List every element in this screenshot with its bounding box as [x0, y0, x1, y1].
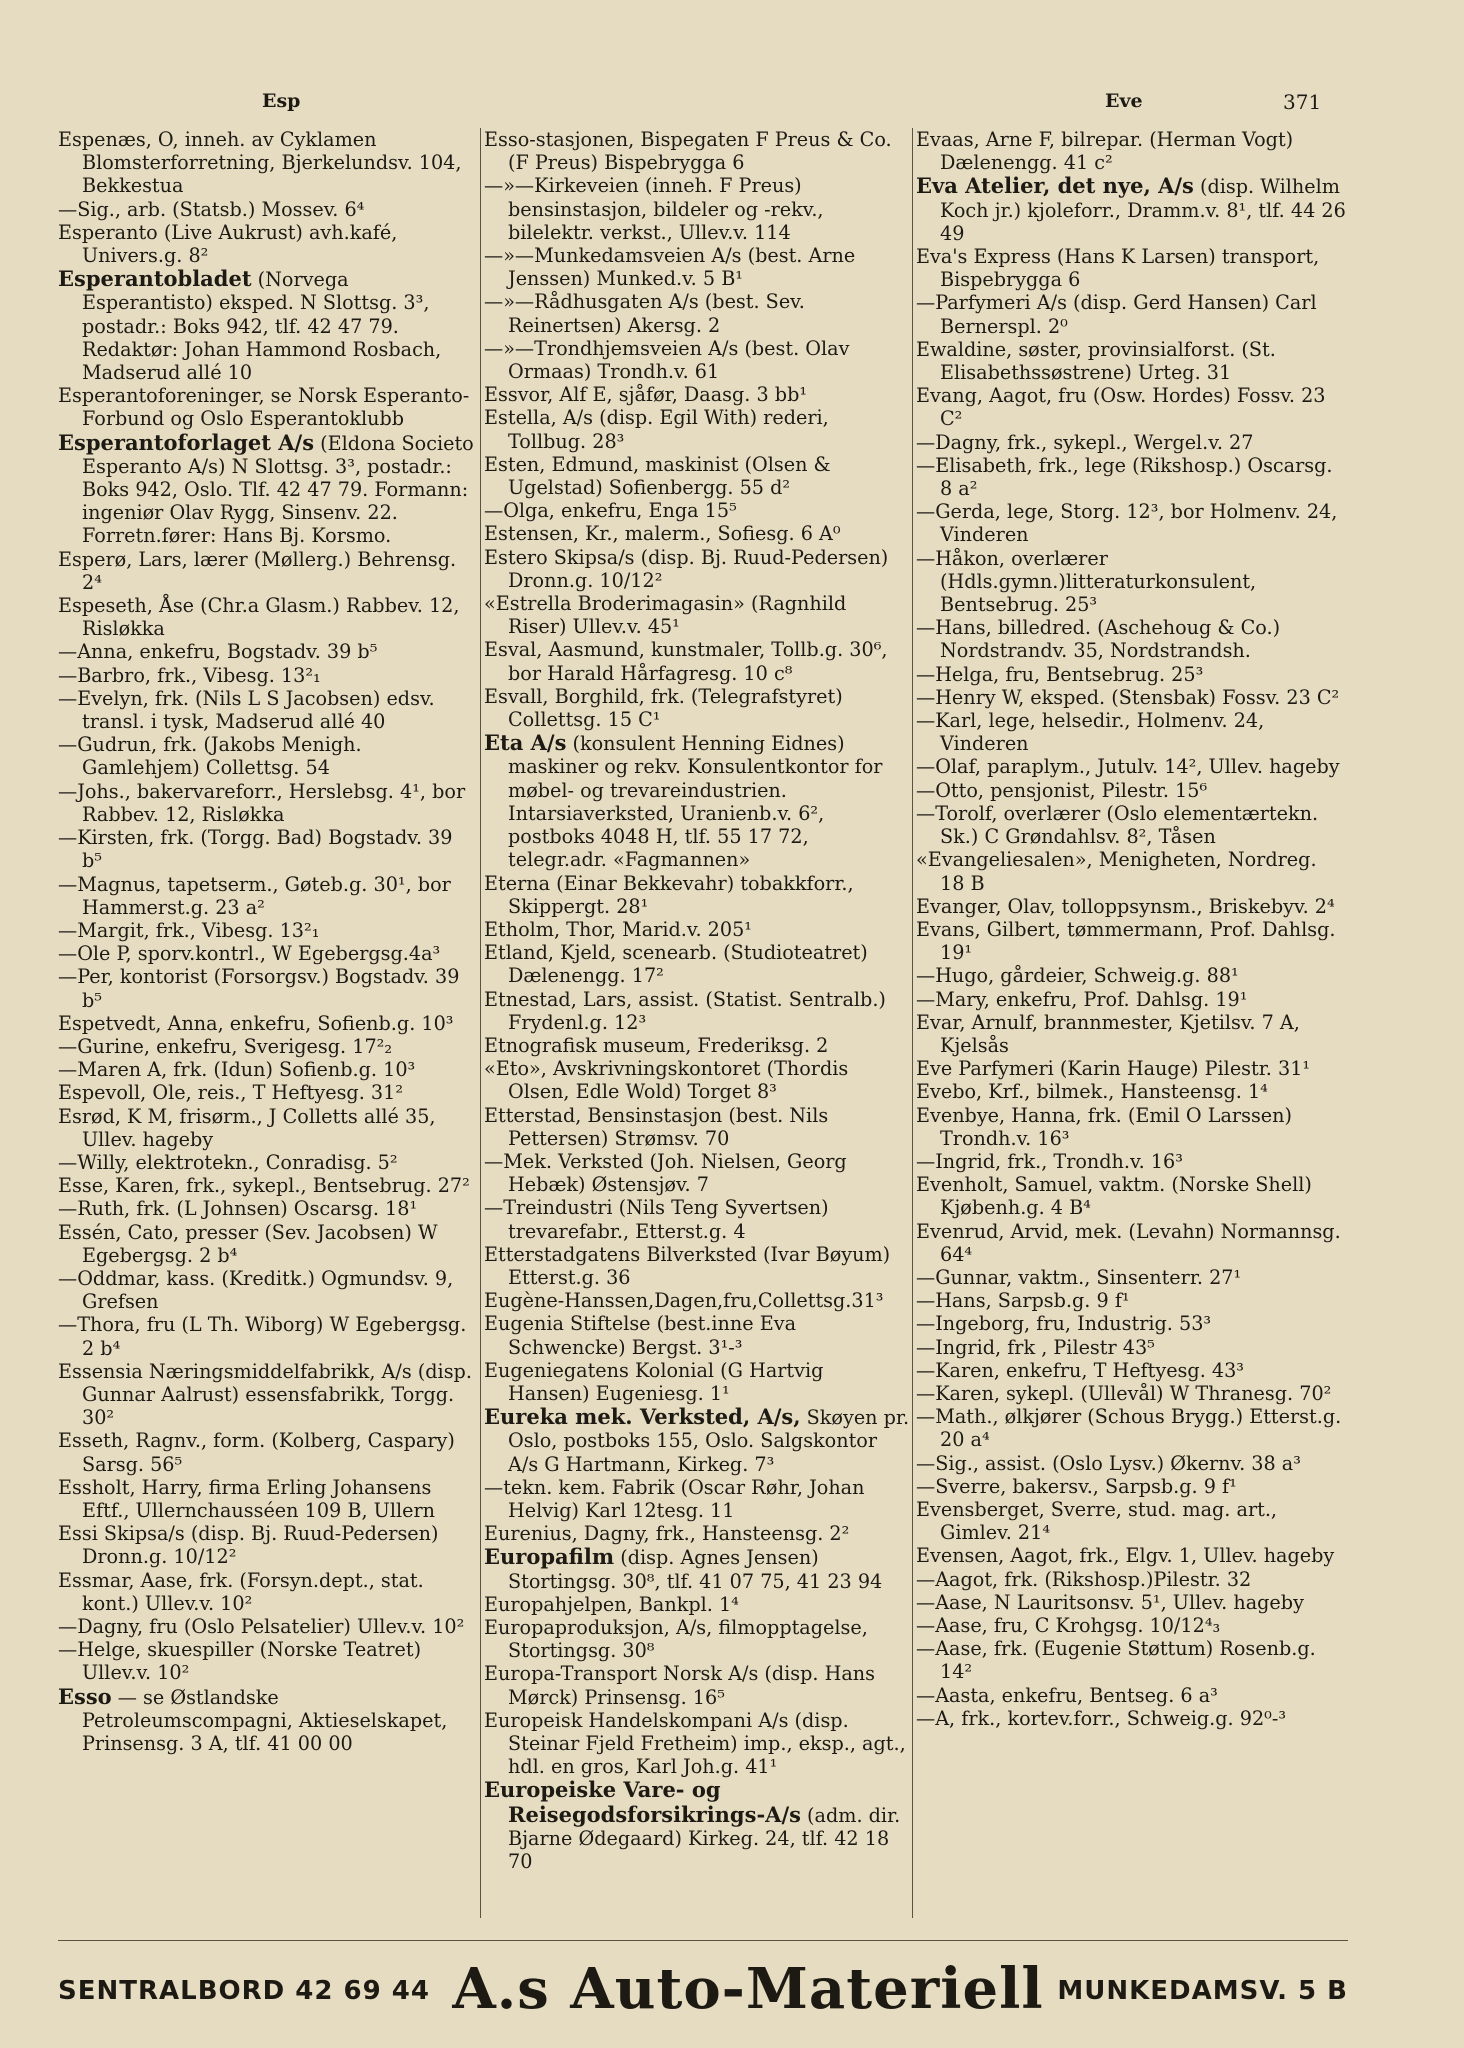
- entry-text: —Magnus, tapetserm., Gøteb.g. 30¹, bor Hammerst.g. 23 a²: [58, 872, 451, 919]
- entry-text: Skøyen pr. Oslo, postboks 155, Oslo. Salgskontor A/s G Hartmann, Kirkeg. 7³: [508, 1406, 910, 1476]
- entry-text: —»—Trondhjemsveien A/s (best. Olav Ormaas) Trondh.v. 61: [484, 336, 850, 384]
- entry-text: Eva's Express (Hans K Larsen) transport, Bispebrygga 6: [916, 245, 1320, 292]
- entry-text: Evebo, Krf., bilmek., Hansteensg. 1⁴: [916, 1080, 1268, 1104]
- directory-entry: [58, 1638, 478, 1684]
- entry-text: —Math., ølkjører (Schous Brygg.) Etterst.g. 20 a⁴: [916, 1405, 1342, 1452]
- directory-entry: [484, 546, 910, 592]
- entry-text: Espenæs, O, inneh. av Cyklamen Blomsterforretning, Bjerkelundsv. 104, Bekkestua: [58, 128, 462, 198]
- entry-text: —Karl, lege, helsedir., Holmenv. 24, Vinderen: [916, 709, 1265, 756]
- directory-entry: [58, 431, 478, 548]
- directory-entry: [916, 1707, 1346, 1730]
- entry-text: Essmar, Aase, frk. (Forsyn.dept., stat. kont.) Ullev.v. 10²: [58, 1568, 424, 1615]
- entry-text: Evenbye, Hanna, frk. (Emil O Larssen) Trondh.v. 16³: [916, 1103, 1292, 1150]
- directory-entry: [916, 1382, 1346, 1405]
- directory-entry: [58, 1035, 478, 1058]
- entry-text: (disp. Wilhelm Koch jr.) kjoleforr., Dramm.v. 8¹, tlf. 44 26 49: [940, 175, 1346, 245]
- directory-entry: [58, 640, 478, 663]
- entry-text: Eugenia Stiftelse (best.inne Eva Schwencke) Bergst. 3¹-³: [484, 1312, 797, 1359]
- entry-text: «Estrella Broderimagasin» (Ragnhild Riser) Ullev.v. 45¹: [484, 592, 847, 639]
- header-guide-word-right: Eve: [1105, 90, 1143, 112]
- entry-text: Europaproduksjon, A/s, filmopptagelse, Stortingsg. 30⁸: [484, 1616, 868, 1663]
- entry-text: Esvall, Borghild, frk. (Telegrafstyret) Collettsg. 15 C¹: [484, 684, 843, 732]
- directory-entry: [916, 1475, 1346, 1498]
- directory-entry: [484, 731, 910, 871]
- directory-entry: [484, 918, 910, 941]
- directory-entry: [484, 988, 910, 1034]
- entry-text: —Hans, billedred. (Aschehoug & Co.) Nordstrandv. 35, Nordstrandsh.: [916, 616, 1281, 663]
- directory-entry: [484, 1312, 910, 1358]
- directory-entry: [58, 1151, 478, 1174]
- directory-entry: [916, 1173, 1346, 1219]
- directory-entry: [58, 1081, 478, 1104]
- entry-text: Esperø, Lars, lærer (Møllerg.) Behrensg. 2⁴: [58, 547, 457, 594]
- entry-text: —Aasta, enkefru, Bentseg. 6 a³: [916, 1683, 1218, 1707]
- directory-entry: [916, 663, 1346, 686]
- entry-text: —Helge, skuespiller (Norske Teatret) Ullev.v. 10²: [58, 1638, 422, 1685]
- directory-entry: [916, 500, 1346, 546]
- directory-entry: [58, 1313, 478, 1359]
- directory-entry: [484, 1150, 910, 1196]
- directory-entry: [484, 1289, 910, 1312]
- entry-heading: Eta A/s: [484, 730, 567, 756]
- directory-entry: [484, 174, 910, 244]
- entry-text: Eve Parfymeri (Karin Hauge) Pilestr. 31¹: [916, 1057, 1311, 1081]
- entry-heading: Eureka mek. Verksted, A/s,: [484, 1404, 801, 1430]
- entry-text: —Treindustri (Nils Teng Syvertsen) trevarefabr., Etterst.g. 4: [484, 1196, 829, 1243]
- entry-text: Etterstadgatens Bilverksted (Ivar Bøyum) Etterst.g. 36: [484, 1242, 891, 1289]
- directory-entry: [916, 895, 1346, 918]
- header-guide-word-left: Esp: [262, 90, 301, 112]
- directory-entry: [58, 1197, 478, 1220]
- entry-text: (adm. dir. Bjarne Ødegaard) Kirkeg. 24, tlf. 42 18 70: [508, 1803, 901, 1874]
- entry-heading: Eva Atelier, det nye, A/s: [916, 173, 1194, 199]
- directory-entry: [484, 1545, 910, 1592]
- column-2: [484, 128, 910, 1930]
- directory-entry: [916, 1220, 1346, 1266]
- entry-text: —Elisabeth, frk., lege (Rikshosp.) Oscarsg. 8 a²: [916, 453, 1333, 501]
- entry-text: —Ole P, sporv.kontrl., W Egebergsg.4a³: [58, 942, 441, 966]
- advertisement-banner: [58, 1952, 1348, 2026]
- directory-entry: [58, 1360, 478, 1430]
- entry-text: —Dagny, frk., sykepl., Wergel.v. 27: [916, 430, 1254, 454]
- directory-entry: [484, 685, 910, 731]
- entry-text: (disp. Agnes Jensen) Stortingsg. 30⁸, tlf. 41 07 75, 41 23 94: [508, 1546, 883, 1593]
- entry-text: —tekn. kem. Fabrik (Oscar Røhr, Johan Helvig) Karl 12tesg. 11: [484, 1475, 865, 1522]
- entry-text: «Evangeliesalen», Menigheten, Nordreg. 18 B: [916, 848, 1317, 895]
- entry-text: Essensia Næringsmiddelfabrikk, A/s (disp. Gunnar Aalrust) essensfabrikk, Torgg. 30²: [58, 1359, 472, 1430]
- entry-text: —Margit, frk., Vibesg. 13²₁: [58, 918, 320, 942]
- directory-entry: [916, 802, 1346, 848]
- directory-entry: [916, 1544, 1346, 1567]
- directory-entry: [58, 384, 478, 430]
- directory-entry: [916, 1684, 1346, 1707]
- directory-entry: [916, 245, 1346, 291]
- entry-text: Espevoll, Ole, reis., T Heftyesg. 31²: [58, 1081, 404, 1105]
- directory-entry: [58, 1221, 478, 1267]
- entry-text: —Sig., arb. (Statsb.) Mossev. 6⁴: [58, 197, 365, 221]
- entry-text: —Gudrun, frk. (Jakobs Menigh. Gamlehjem) Collettsg. 54: [58, 733, 362, 780]
- directory-entry: [484, 1778, 910, 1873]
- directory-entry: [484, 290, 910, 336]
- directory-entry: [484, 499, 910, 522]
- directory-entry: [58, 1058, 478, 1081]
- directory-entry: [484, 1593, 910, 1616]
- entry-text: —»—Munkedamsveien A/s (best. Arne Jenssen) Munked.v. 5 B¹: [484, 244, 856, 291]
- entry-text: Etnografisk museum, Frederiksg. 2: [484, 1033, 829, 1057]
- ad-address-text: MUNKEDAMSV. 5 B: [1057, 1976, 1348, 2006]
- directory-entry: [58, 1174, 478, 1197]
- column-divider: [912, 128, 913, 1918]
- entry-text: —Henry W, eksped. (Stensbak) Fossv. 23 C²: [916, 685, 1340, 709]
- entry-text: —Aase, N Lauritsonsv. 5¹, Ullev. hageby: [916, 1590, 1304, 1614]
- directory-entry: [58, 919, 478, 942]
- entry-text: Esse, Karen, frk., sykepl., Bentsebrug. 27²: [58, 1174, 470, 1198]
- directory-entry: [916, 1011, 1346, 1057]
- entry-text: —Olaf, paraplym., Jutulv. 14², Ullev. hageby: [916, 755, 1340, 779]
- entry-text: (konsulent Henning Eidnes) maskiner og rekv. Konsulentkontor for møbel- og trevareindustrien. Intarsiaverksted, Uranienb.v. 6², postboks 4048 H, tlf. 55 17 72, telegr.adr. «Fagmannen»: [508, 732, 883, 872]
- entry-text: —Maren A, frk. (Idun) Sofienb.g. 10³: [58, 1058, 416, 1082]
- entry-text: —Ingrid, frk , Pilestr 43⁵: [916, 1335, 1155, 1359]
- entry-text: —Otto, pensjonist, Pilestr. 15⁶: [916, 778, 1208, 802]
- entry-text: Essi Skipsa/s (disp. Bj. Ruud-Pedersen) Dronn.g. 10/12²: [58, 1522, 439, 1569]
- entry-text: Etland, Kjeld, scenearb. (Studioteatret) Dælenengg. 17²: [484, 941, 868, 988]
- directory-entry: [484, 383, 910, 406]
- entry-text: «Eto», Avskrivningskontoret (Thordis Olsen, Edle Wold) Torget 8³: [484, 1057, 849, 1104]
- directory-entry: [484, 638, 910, 684]
- directory-entry: [484, 522, 910, 545]
- entry-text: Essén, Cato, presser (Sev. Jacobsen) W Egebergsg. 2 b⁴: [58, 1220, 438, 1267]
- entry-text: Esperanto (Live Aukrust) avh.kafé, Univers.g. 8²: [58, 220, 398, 268]
- directory-entry: [916, 1568, 1346, 1591]
- directory-entry: [484, 406, 910, 452]
- directory-entry: [58, 1685, 478, 1756]
- entry-text: Evenrud, Arvid, mek. (Levahn) Normannsg. 64⁴: [916, 1219, 1341, 1266]
- directory-entry: [484, 453, 910, 499]
- directory-entry: [916, 1057, 1346, 1080]
- entry-text: —Olga, enkefru, Enga 15⁵: [484, 499, 737, 523]
- directory-entry: [484, 1662, 910, 1708]
- directory-entry: [916, 1452, 1346, 1475]
- directory-entry: [916, 755, 1346, 778]
- entry-text: —Kirsten, frk. (Torgg. Bad) Bogstadv. 39 b⁵: [58, 826, 453, 873]
- directory-entry: [484, 1359, 910, 1405]
- directory-entry: [58, 1569, 478, 1615]
- directory-entry: [58, 687, 478, 733]
- ad-phone-text: SENTRALBORD 42 69 44: [58, 1976, 430, 2006]
- entry-text: Esval, Aasmund, kunstmaler, Tollb.g. 30⁶, bor Harald Hårfagresg. 10 c⁸: [484, 638, 888, 685]
- directory-entry: [916, 1614, 1346, 1637]
- entry-text: Europa-Transport Norsk A/s (disp. Hans Mørck) Prinsensg. 16⁵: [484, 1662, 876, 1709]
- directory-entry: [58, 1522, 478, 1568]
- entry-text: Etterstad, Bensinstasjon (best. Nils Pettersen) Strømsv. 70: [484, 1103, 829, 1150]
- entry-heading: Esperantoforlaget A/s: [58, 429, 315, 455]
- directory-entry: [916, 988, 1346, 1011]
- directory-entry: [916, 964, 1346, 987]
- entry-text: —Parfymeri A/s (disp. Gerd Hansen) Carl Bernerspl. 2⁰: [916, 291, 1317, 338]
- entry-text: Evensberget, Sverre, stud. mag. art., Gimlev. 21⁴: [916, 1497, 1278, 1545]
- entry-text: Eurenius, Dagny, frk., Hansteensg. 2²: [484, 1522, 850, 1546]
- entry-text: (Norvega Esperantisto) eksped. N Slottsg. 3³, postadr.: Boks 942, tlf. 42 47 79. Redaktør: Johan Hammond Rosbach, Madserud allé 10: [82, 268, 442, 385]
- entry-text: —Mek. Verksted (Joh. Nielsen, Georg Hebæk) Østensjøv. 7: [484, 1149, 847, 1197]
- entry-text: —Ingeborg, fru, Industrig. 53³: [916, 1312, 1212, 1336]
- entry-text: —»—Rådhusgaten A/s (best. Sev. Reinertsen) Akersg. 2: [484, 290, 805, 337]
- directory-entry: [58, 780, 478, 826]
- directory-entry: [916, 616, 1346, 662]
- entry-text: —Karen, enkefru, T Heftyesg. 43³: [916, 1358, 1244, 1382]
- directory-entry: [484, 1405, 910, 1476]
- directory-entry: [58, 1012, 478, 1035]
- directory-entry: [58, 1105, 478, 1151]
- entry-text: Estero Skipsa/s (disp. Bj. Ruud-Pedersen) Dronn.g. 10/12²: [484, 545, 889, 592]
- directory-entry: [916, 918, 1346, 964]
- entry-text: —Evelyn, frk. (Nils L S Jacobsen) edsv. transl. i tysk, Madserud allé 40: [58, 686, 435, 734]
- directory-entry: [916, 1266, 1346, 1289]
- directory-entry: [58, 733, 478, 779]
- directory-entry: [484, 128, 910, 174]
- entry-text: —Hugo, gårdeier, Schweig.g. 88¹: [916, 964, 1239, 988]
- directory-entry: [916, 1498, 1346, 1544]
- entry-text: Europahjelpen, Bankpl. 1⁴: [484, 1592, 739, 1616]
- entry-text: —Aase, frk. (Eugenie Støttum) Rosenb.g. 14²: [916, 1637, 1316, 1684]
- advertisement-divider: [58, 1940, 1348, 1941]
- directory-entry: [58, 594, 478, 640]
- entry-text: —A, frk., kortev.forr., Schweig.g. 92⁰-³: [916, 1706, 1287, 1730]
- directory-entry: [916, 431, 1346, 454]
- directory-entry: [58, 267, 478, 384]
- entry-text: Estella, A/s (disp. Egil With) rederi, Tollbug. 28³: [484, 406, 829, 453]
- page-number: 371: [1283, 90, 1322, 114]
- entry-text: —Dagny, fru (Oslo Pelsatelier) Ullev.v. 10²: [58, 1615, 465, 1638]
- directory-entry: [916, 709, 1346, 755]
- directory-entry: [484, 1709, 910, 1779]
- entry-text: —Mary, enkefru, Prof. Dahlsg. 19¹: [916, 987, 1248, 1011]
- directory-entry: [58, 826, 478, 872]
- entry-text: —Hans, Sarpsb.g. 9 f¹: [916, 1289, 1130, 1313]
- entry-text: Evensen, Aagot, frk., Elgv. 1, Ullev. hageby: [916, 1544, 1335, 1568]
- directory-entry: [58, 1615, 478, 1638]
- directory-entry: [916, 1336, 1346, 1359]
- directory-entry: [916, 1637, 1346, 1683]
- entry-text: Europeisk Handelskompani A/s (disp. Steinar Fjeld Fretheim) imp., eksp., agt., hdl. en gros, Karl Joh.g. 41¹: [484, 1708, 906, 1779]
- directory-entry: [916, 1289, 1346, 1312]
- entry-text: —Ruth, frk. (L Johnsen) Oscarsg. 18¹: [58, 1197, 418, 1221]
- entry-heading: Europafilm: [484, 1544, 615, 1570]
- entry-text: Evenholt, Samuel, vaktm. (Norske Shell) Kjøbenh.g. 4 B⁴: [916, 1173, 1312, 1220]
- entry-text: —Johs., bakervareforr., Herslebsg. 4¹, bor Rabbev. 12, Risløkka: [58, 779, 466, 826]
- directory-entry: [916, 338, 1346, 384]
- column-divider: [480, 128, 481, 1918]
- directory-entry: [484, 1243, 910, 1289]
- ad-brand-name: A.s Auto-Materiell: [452, 1956, 1044, 2022]
- entry-text: —Aagot, frk. (Rikshosp.)Pilestr. 32: [916, 1567, 1252, 1591]
- entry-text: —Håkon, overlærer (Hdls.gymn.)litteraturkonsulent, Bentsebrug. 25³: [916, 546, 1257, 617]
- directory-entry: [484, 337, 910, 383]
- directory-entry: [916, 547, 1346, 617]
- entry-text: Etnestad, Lars, assist. (Statist. Sentralb.) Frydenl.g. 12³: [484, 987, 886, 1034]
- entry-text: Evaas, Arne F, bilrepar. (Herman Vogt) Dælenengg. 41 c²: [916, 128, 1294, 175]
- directory-entry: [916, 1104, 1346, 1150]
- directory-entry: [484, 1057, 910, 1103]
- entry-text: —Ingrid, frk., Trondh.v. 16³: [916, 1149, 1183, 1173]
- directory-entry: [58, 128, 478, 198]
- entry-text: —Anna, enkefru, Bogstadv. 39 b⁵: [58, 640, 378, 664]
- entry-text: —Thora, fru (L Th. Wiborg) W Egebergsg. 2 b⁴: [58, 1313, 467, 1360]
- directory-entry: [484, 941, 910, 987]
- directory-entry: [916, 384, 1346, 430]
- directory-entry: [484, 872, 910, 918]
- directory-entry: [58, 221, 478, 267]
- directory-entry: [58, 1267, 478, 1313]
- entry-text: —Helga, fru, Bentsebrug. 25³: [916, 662, 1204, 686]
- entry-text: Evanger, Olav, tolloppsynsm., Briskebyv. 2⁴: [916, 894, 1335, 918]
- directory-entry: [484, 1104, 910, 1150]
- entry-text: Esrød, K M, frisørm., J Colletts allé 35, Ullev. hageby: [58, 1104, 436, 1151]
- entry-text: —Per, kontorist (Forsorgsv.) Bogstadv. 39 b⁵: [58, 965, 460, 1012]
- entry-text: —Sverre, bakersv., Sarpsb.g. 9 f¹: [916, 1474, 1237, 1498]
- directory-entry: [916, 1405, 1346, 1451]
- entry-text: Essvor, Alf E, sjåfør, Daasg. 3 bb¹: [484, 383, 808, 407]
- entry-text: Evans, Gilbert, tømmermann, Prof. Dahlsg. 19¹: [916, 917, 1336, 965]
- directory-entry: [916, 454, 1346, 500]
- directory-entry: [916, 1359, 1346, 1382]
- directory-entry: [484, 1616, 910, 1662]
- entry-text: Espetvedt, Anna, enkefru, Sofienb.g. 10³: [58, 1011, 454, 1035]
- entry-text: Espeseth, Åse (Chr.a Glasm.) Rabbev. 12, Risløkka: [58, 594, 460, 641]
- entry-text: Estensen, Kr., malerm., Sofiesg. 6 A⁰: [484, 522, 841, 546]
- entry-text: Ewaldine, søster, provinsialforst. (St. Elisabethssøstrene) Urteg. 31: [916, 337, 1276, 385]
- directory-entry: [484, 1522, 910, 1545]
- directory-entry: [916, 1080, 1346, 1103]
- directory-entry: [916, 686, 1346, 709]
- directory-entry: [484, 244, 910, 290]
- directory-entry: [58, 1429, 478, 1475]
- entry-text: Eugeniegatens Kolonial (G Hartvig Hansen) Eugeniesg. 1¹: [484, 1358, 824, 1405]
- entry-text: —Gerda, lege, Storg. 12³, bor Holmenv. 24, Vinderen: [916, 500, 1338, 547]
- entry-text: Esperantoforeninger, se Norsk Esperanto-Forbund og Oslo Esperantoklubb: [58, 384, 470, 431]
- entry-text: Eterna (Einar Bekkevahr) tobakkforr., Skippergt. 28¹: [484, 871, 854, 918]
- entry-text: —Sig., assist. (Oslo Lysv.) Økernv. 38 a³: [916, 1451, 1301, 1475]
- entry-text: —Gurine, enkefru, Sverigesg. 17²₂: [58, 1034, 393, 1058]
- entry-text: Evang, Aagot, fru (Osw. Hordes) Fossv. 23 C²: [916, 384, 1326, 431]
- entry-text: Esso-stasjonen, Bispegaten F Preus & Co. (F Preus) Bispebrygga 6: [484, 128, 892, 175]
- entry-text: —Barbro, frk., Vibesg. 13²₁: [58, 663, 321, 687]
- entry-text: —Willy, elektrotekn., Conradisg. 5²: [58, 1150, 398, 1174]
- entry-text: — se Østlandske Petroleumscompagni, Aktieselskapet, Prinsensg. 3 A, tlf. 41 00 00: [82, 1685, 448, 1756]
- entry-text: Esten, Edmund, maskinist (Olsen & Ugelstad) Sofienbergg. 55 d²: [484, 452, 831, 500]
- entry-text: —Aase, fru, C Krohgsg. 10/12⁴₃: [916, 1614, 1221, 1637]
- directory-entry: [58, 1476, 478, 1522]
- column-1: [58, 128, 478, 1930]
- entry-heading: Europeiske Vare- og Reisegodsforsikrings-A/s: [484, 1777, 801, 1827]
- directory-entry: [916, 1150, 1346, 1173]
- entry-text: Etholm, Thor, Marid.v. 205¹: [484, 917, 752, 941]
- directory-entry: [484, 1034, 910, 1057]
- entry-text: —Torolf, overlærer (Oslo elementærtekn. Sk.) C Grøndahlsv. 8², Tåsen: [916, 801, 1319, 849]
- entry-text: (Eldona Societo Esperanto A/s) N Slottsg. 3³, postadr.: Boks 942, Oslo. Tlf. 42 47 79. Formann: ingeniør Olav Rygg, Sinsenv. 22. Forretn.fører: Hans Bj. Korsmo.: [82, 431, 474, 548]
- directory-entry: [916, 1591, 1346, 1614]
- entry-heading: Esso: [58, 1683, 112, 1709]
- directory-entry: [58, 664, 478, 687]
- entry-text: —Karen, sykepl. (Ullevål) W Thranesg. 70²: [916, 1381, 1332, 1405]
- entry-text: —Gunnar, vaktm., Sinsenterr. 27¹: [916, 1265, 1242, 1289]
- entry-text: Essholt, Harry, firma Erling Johansens Eftf., Ullernchausséen 109 B, Ullern: [58, 1475, 435, 1522]
- directory-entry: [916, 174, 1346, 245]
- directory-entry: [484, 1196, 910, 1242]
- directory-entry: [58, 198, 478, 221]
- entry-heading: Esperantobladet: [58, 266, 252, 292]
- column-3: [916, 128, 1346, 1930]
- directory-entry: [916, 848, 1346, 894]
- directory-entry: [484, 1476, 910, 1522]
- directory-entry: [916, 128, 1346, 174]
- entry-text: Eugène-Hanssen,Dagen,fru,Collettsg.31³: [484, 1289, 884, 1313]
- entry-text: —»—Kirkeveien (inneh. F Preus) bensinstasjon, bildeler og -rekv., bilelektr. verkst., Ullev.v. 114: [484, 174, 824, 244]
- directory-entry: [58, 965, 478, 1011]
- entry-text: —Oddmar, kass. (Kreditk.) Ogmundsv. 9, Grefsen: [58, 1266, 454, 1314]
- directory-entry: [916, 291, 1346, 337]
- entry-text: Esseth, Ragnv., form. (Kolberg, Caspary) Sarsg. 56⁵: [58, 1429, 455, 1476]
- directory-entry: [916, 779, 1346, 802]
- directory-entry: [484, 592, 910, 638]
- directory-entry: [916, 1312, 1346, 1335]
- entry-text: Evar, Arnulf, brannmester, Kjetilsv. 7 A, Kjelsås: [916, 1010, 1300, 1057]
- directory-entry: [58, 548, 478, 594]
- directory-entry: [58, 873, 478, 919]
- directory-entry: [58, 942, 478, 965]
